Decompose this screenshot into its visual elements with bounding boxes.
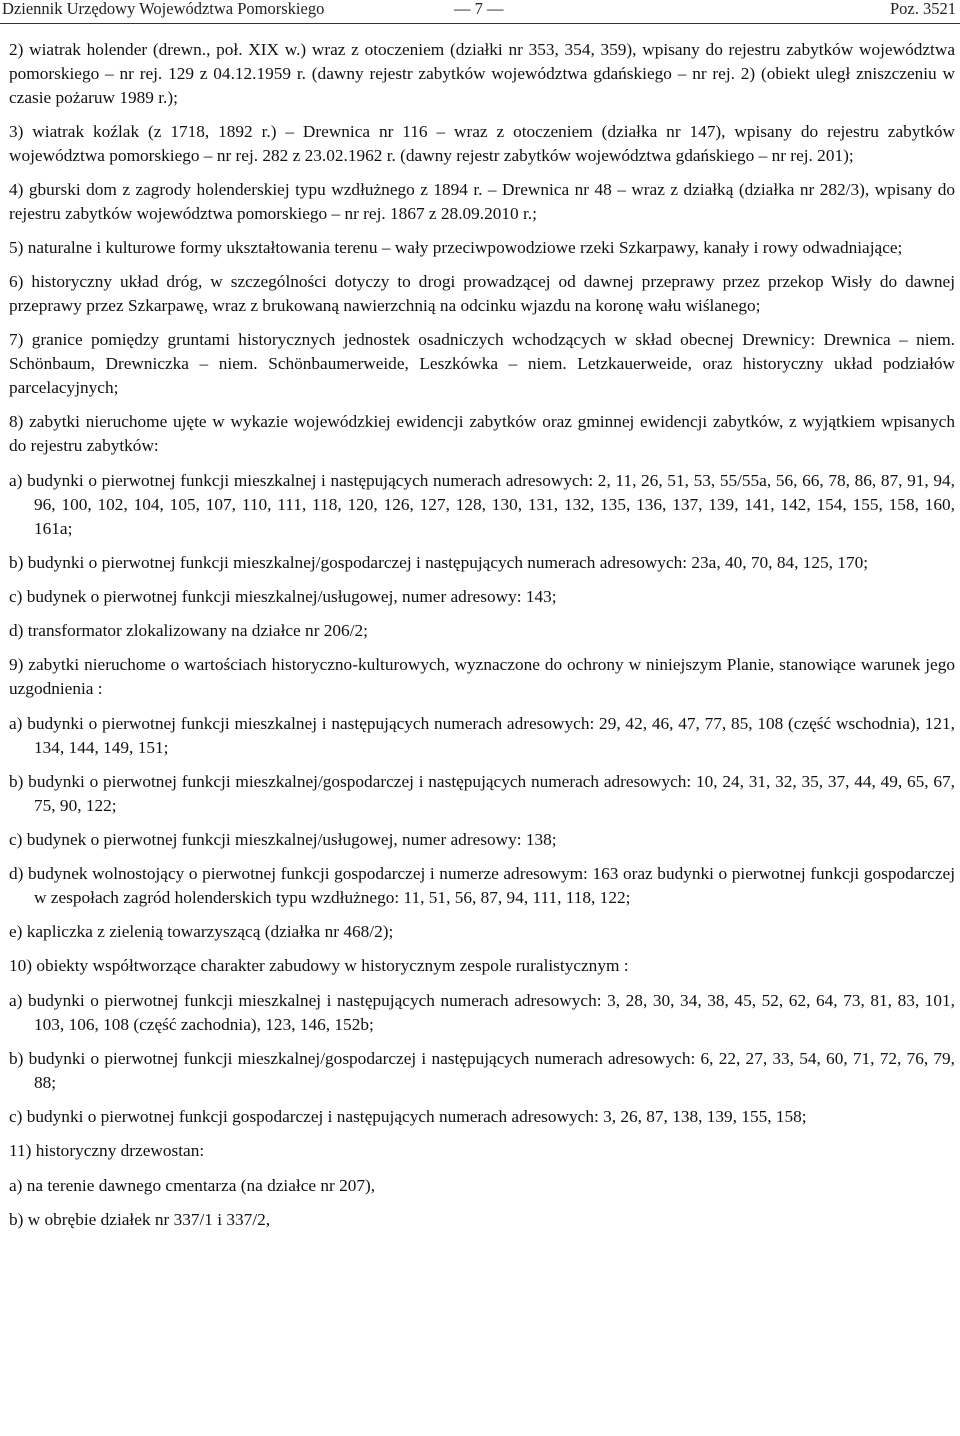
- item-3: 3) wiatrak koźlak (z 1718, 1892 r.) – Drewnica nr 116 – wraz z otoczeniem (działka nr 147), wpisany do rejestru zabytków województwa pomorskiego – nr rej. 282 z 23.02.1962 r. (dawny rejestr zabytków województwa gdańskiego – nr rej. 201);: [9, 122, 955, 165]
- item-10a: a) budynki o pierwotnej funkcji mieszkalnej i następujących numerach adresowych: 3, 28, 30, 34, 38, 45, 52, 62, 64, 73, 81, 83, 101, 103, 106, 108 (część zachodnia), 123, 146, 152b;: [9, 991, 955, 1034]
- page-number: — 7 —: [454, 0, 504, 18]
- header-rule: [0, 23, 960, 24]
- item-8b: b) budynki o pierwotnej funkcji mieszkalnej/gospodarczej i następujących numerach adresowych: 23a, 40, 70, 84, 125, 170;: [9, 553, 869, 572]
- item-9b: b) budynki o pierwotnej funkcji mieszkalnej/gospodarczej i następujących numerach adresowych: 10, 24, 31, 32, 35, 37, 44, 49, 65, 67, 75, 90, 122;: [9, 772, 955, 815]
- item-10: 10) obiekty współtworzące charakter zabudowy w historycznym zespole ruralistycznym :: [9, 956, 629, 975]
- item-9c: c) budynek o pierwotnej funkcji mieszkalnej/usługowej, numer adresowy: 138;: [9, 830, 557, 849]
- journal-title: Dziennik Urzędowy Województwa Pomorskiego: [2, 0, 325, 18]
- item-6: 6) historyczny układ dróg, w szczególności dotyczy to drogi prowadzącej od dawnej przeprawy przez przekop Wisły do dawnej przeprawy przez Szkarpawę, wraz z brukowaną nawierzchnią na odcinku wjazdu na koronę wału wiślanego;: [9, 272, 955, 315]
- item-10c: c) budynki o pierwotnej funkcji gospodarczej i następujących numerach adresowych: 3, 26, 87, 138, 139, 155, 158;: [9, 1107, 807, 1126]
- item-8a: a) budynki o pierwotnej funkcji mieszkalnej i następujących numerach adresowych: 2, 11, 26, 51, 53, 55/55a, 56, 66, 78, 86, 87, 91, 94, 96, 100, 102, 104, 105, 107, 110, 111, 118, 120, 126, 127, 128, 130, 131, 132, 135, 136, 137, 139, 141, 142, 154, 155, 158, 160, 161a;: [9, 471, 955, 538]
- item-8: 8) zabytki nieruchome ujęte w wykazie wojewódzkiej ewidencji zabytków oraz gminnej ewidencji zabytków, z wyjątkiem wpisanych do rejestru zabytków:: [9, 412, 955, 455]
- item-4: 4) gburski dom z zagrody holenderskiej typu wzdłużnego z 1894 r. – Drewnica nr 48 – wraz z działką (działka nr 282/3), wpisany do rejestru zabytków województwa pomorskiego – nr rej. 1867 z 28.09.2010 r.;: [9, 180, 955, 223]
- item-7: 7) granice pomiędzy gruntami historycznych jednostek osadniczych wchodzących w skład obecnej Drewnicy: Drewnica – niem. Schönbaum, Drewniczka – niem. Schönbaumerweide, Leszkówka – niem. Letzkauerweide, oraz historyczny układ podziałów parcelacyjnych;: [9, 330, 955, 397]
- item-8c: c) budynek o pierwotnej funkcji mieszkalnej/usługowej, numer adresowy: 143;: [9, 587, 557, 606]
- item-5: 5) naturalne i kulturowe formy ukształtowania terenu – wały przeciwpowodziowe rzeki Szkarpawy, kanały i rowy odwadniające;: [9, 238, 903, 257]
- item-9a: a) budynki o pierwotnej funkcji mieszkalnej i następujących numerach adresowych: 29, 42, 46, 47, 77, 85, 108 (część wschodnia), 121, 134, 144, 149, 151;: [9, 714, 955, 757]
- item-11b: b) w obrębie działek nr 337/1 i 337/2,: [9, 1210, 271, 1229]
- item-9d: d) budynek wolnostojący o pierwotnej funkcji gospodarczej i numerze adresowym: 163 oraz budynki o pierwotnej funkcji gospodarczej w zespołach zagród holenderskich typu wzdłużnego: 11, 51, 56, 87, 94, 111, 118, 122;: [9, 864, 955, 907]
- item-11: 11) historyczny drzewostan:: [9, 1141, 205, 1160]
- position-number: Poz. 3521: [890, 0, 956, 18]
- item-10b: b) budynki o pierwotnej funkcji mieszkalnej/gospodarczej i następujących numerach adresowych: 6, 22, 27, 33, 54, 60, 71, 72, 76, 79, 88;: [9, 1049, 955, 1092]
- document-body: [9, 38, 955, 1242]
- item-8d: d) transformator zlokalizowany na działce nr 206/2;: [9, 621, 368, 640]
- item-2: 2) wiatrak holender (drewn., poł. XIX w.) wraz z otoczeniem (działki nr 353, 354, 359), wpisany do rejestru zabytków województwa pomorskiego – nr rej. 129 z 04.12.1959 r. (dawny rejestr zabytków województwa gdańskiego – nr rej. 2) (obiekt uległ zniszczeniu w czasie pożaruw 1989 r.);: [9, 40, 955, 107]
- page-header: [2, 0, 956, 22]
- item-9e: e) kapliczka z zielenią towarzyszącą (działka nr 468/2);: [9, 922, 394, 941]
- item-9: 9) zabytki nieruchome o wartościach historyczno-kulturowych, wyznaczone do ochrony w niniejszym Planie, stanowiące warunek jego uzgodnienia :: [9, 655, 955, 698]
- item-11a: a) na terenie dawnego cmentarza (na działce nr 207),: [9, 1176, 376, 1195]
